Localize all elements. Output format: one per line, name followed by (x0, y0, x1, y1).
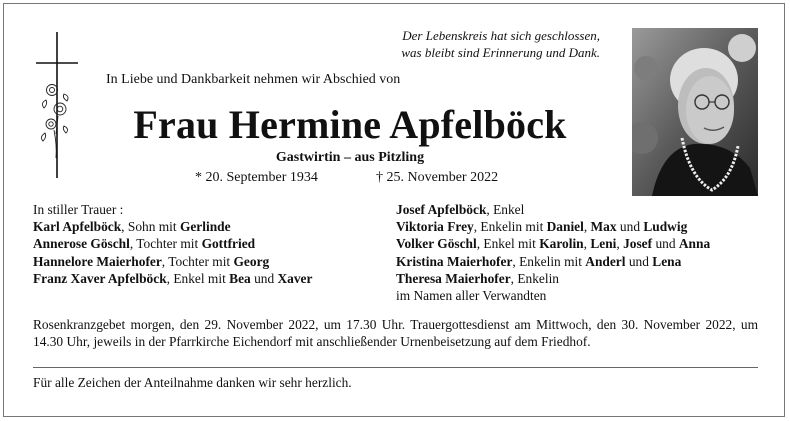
mourner-relation: , Tochter mit (161, 253, 234, 269)
mourner-line (33, 270, 383, 287)
mourner-relation: , Sohn mit (121, 219, 180, 235)
mourner-relation: und (616, 219, 644, 235)
mourner-name: Leni (590, 236, 617, 252)
mourner-relation: , (583, 219, 591, 235)
deceased-name: Frau Hermine Apfelböck (133, 102, 567, 147)
death-date: † 25. November 2022 (376, 170, 499, 185)
mourner-name: Anderl (585, 253, 626, 269)
divider (33, 367, 758, 368)
mourner-name: Ludwig (643, 219, 688, 235)
mourner-relation: und (625, 253, 653, 269)
mourner-relation: In stiller Trauer : (33, 202, 124, 217)
mourner-name: Gottfried (201, 236, 256, 252)
cross-with-rose-icon (34, 30, 80, 180)
mourner-name: Daniel (546, 219, 584, 235)
mourner-line (396, 270, 776, 287)
mourner-name: Xaver (277, 270, 313, 286)
mourner-relation: und (652, 236, 679, 252)
mourner-name: Anna (678, 236, 711, 252)
mourner-line (396, 253, 776, 270)
mourner-relation: im Namen aller Verwandten (396, 288, 547, 304)
mourner-line (33, 201, 383, 218)
mourner-line (33, 218, 383, 235)
farewell-intro: In Liebe und Dankbarkeit nehmen wir Abschied von (106, 72, 401, 87)
mourner-name: Karolin (539, 236, 584, 252)
mourner-relation: , Enkel (486, 202, 525, 217)
mourner-line (396, 201, 776, 218)
service-notice: Rosenkranzgebet morgen, den 29. November 2022, um 17.30 Uhr. Trauergottesdienst am Mittwoch, den 30. November 2022, um 14.30 Uhr, jeweils in der Pfarrkirche Eichendorf mit anschließender Urnenbeisetzung auf dem Friedhof. (33, 317, 758, 349)
mourner-relation: , Enkel mit (476, 236, 540, 252)
mourner-relation: , (583, 236, 591, 252)
mourner-relation: und (250, 270, 278, 286)
quote-line: Der Lebenskreis hat sich geschlossen, (402, 28, 600, 43)
mourner-name: Josef (623, 236, 653, 252)
mourner-name: Volker Göschl (396, 236, 477, 252)
mourner-name: Lena (652, 253, 682, 269)
mourner-relation: , Enkelin mit (473, 219, 547, 235)
mourner-relation: , Enkelin mit (512, 253, 586, 269)
mourner-name: Bea (229, 270, 251, 286)
mourner-name: Max (590, 219, 617, 235)
mourner-line (396, 218, 776, 235)
portrait-photo (632, 28, 758, 196)
mourner-name: Josef Apfelböck (396, 202, 487, 217)
quote-line: was bleibt sind Erinnerung und Dank. (401, 45, 600, 60)
thanks-line: Für alle Zeichen der Anteilnahme danken wir sehr herzlich. (33, 375, 352, 390)
mourners-list-right (396, 201, 776, 304)
mourner-name: Georg (233, 253, 270, 269)
mourner-relation: , Tochter mit (129, 236, 202, 252)
mourner-name: Karl Apfelböck (33, 219, 122, 235)
mourner-name: Franz Xaver Apfelböck (33, 270, 167, 286)
mourner-line (33, 235, 383, 252)
mourner-name: Gerlinde (179, 219, 231, 235)
mourner-relation: , Enkel mit (166, 270, 230, 286)
mourner-name: Hannelore Maierhofer (33, 253, 162, 269)
mourner-line (396, 287, 776, 304)
mourner-name: Annerose Göschl (33, 236, 130, 252)
mourner-relation: , Enkelin (510, 270, 560, 286)
epitaph-quote (330, 27, 600, 61)
mourner-name: Viktoria Frey (396, 219, 474, 235)
mourner-name: Theresa Maierhofer (396, 270, 511, 286)
mourners-list-left (33, 201, 383, 287)
mourner-line (33, 253, 383, 270)
mourner-relation: , (616, 236, 624, 252)
occupation-origin: Gastwirtin – aus Pitzling (275, 150, 425, 165)
birth-date: * 20. September 1934 (195, 170, 318, 185)
mourner-line (396, 235, 776, 252)
mourner-name: Kristina Maierhofer (396, 253, 513, 269)
